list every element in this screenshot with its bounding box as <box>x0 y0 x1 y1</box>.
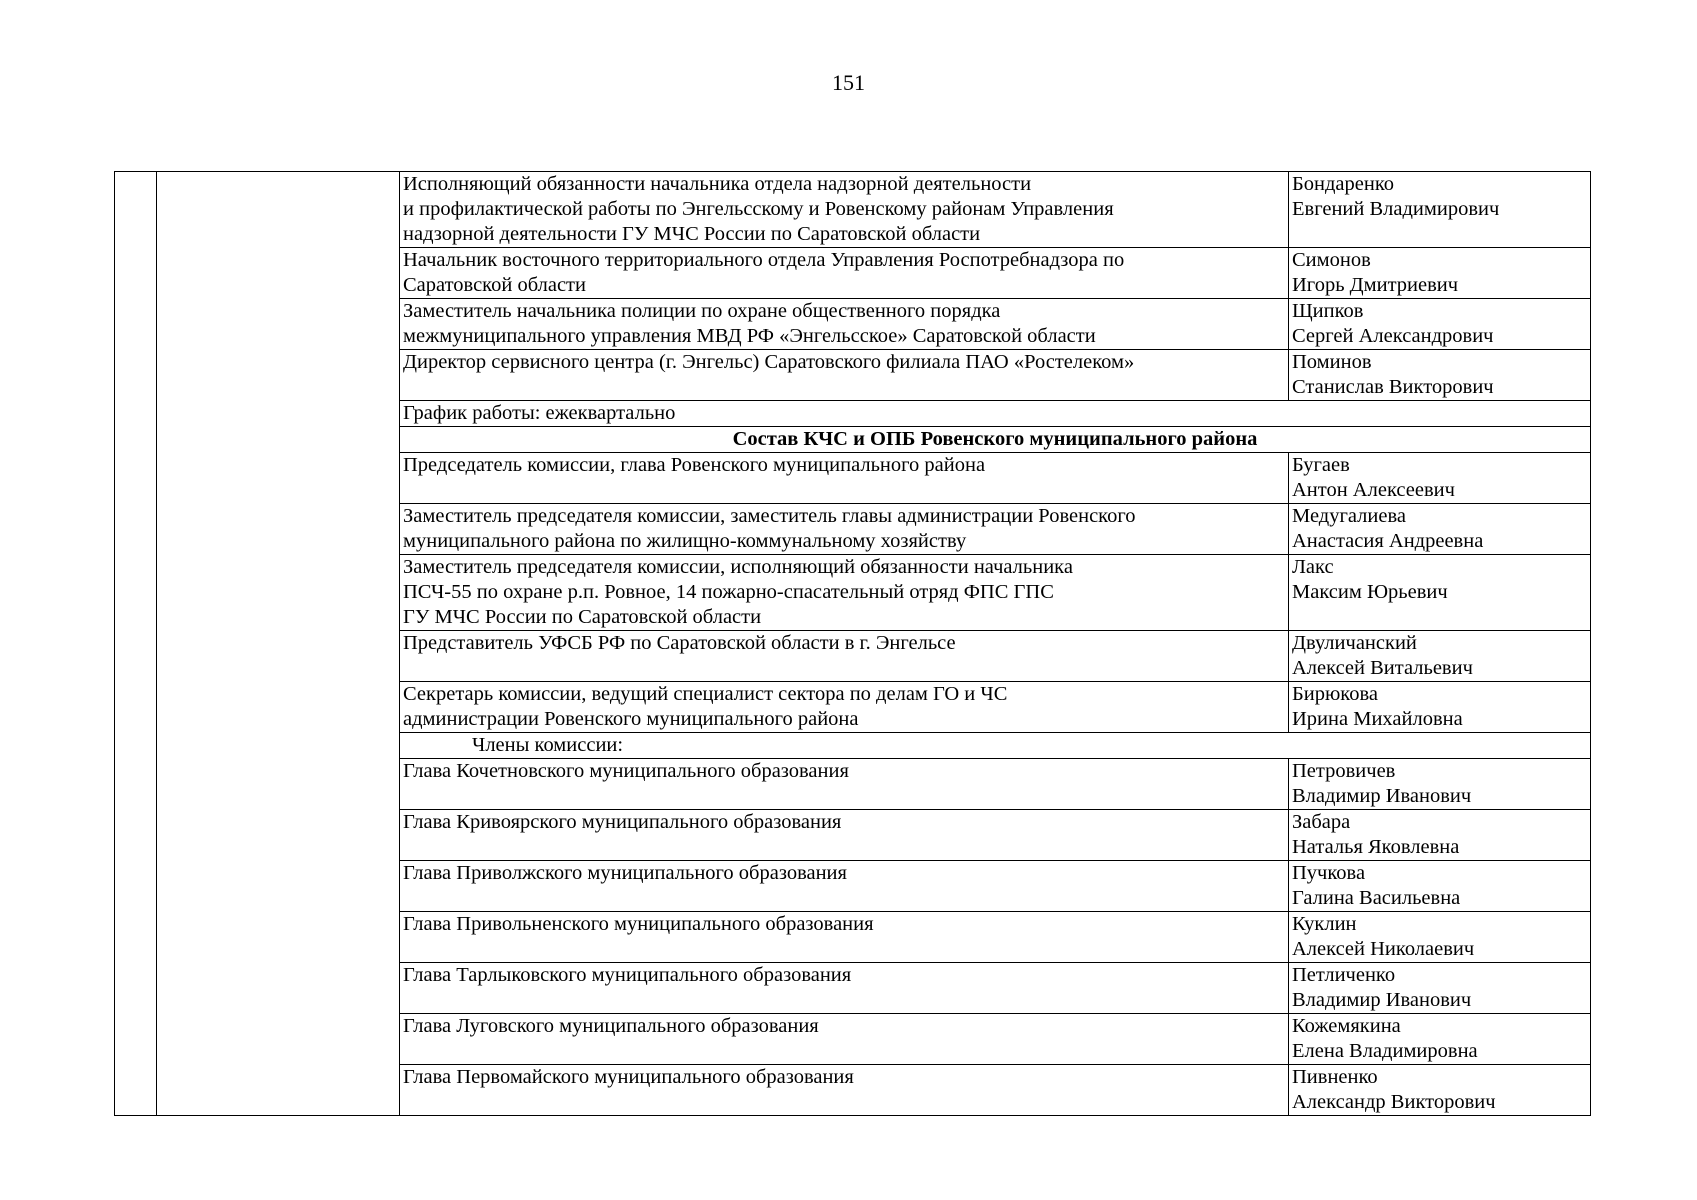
surname: Петровичев <box>1292 760 1396 782</box>
surname: Бирюкова <box>1292 683 1378 705</box>
position-cell <box>400 350 1289 401</box>
position-cell <box>400 1065 1289 1116</box>
surname: Лакс <box>1292 556 1334 578</box>
given-names: Максим Юрьевич <box>1292 581 1448 603</box>
surname: Кожемякина <box>1292 1015 1401 1037</box>
position-line: Представитель УФСБ РФ по Саратовской области в г. Энгельсе <box>403 632 956 654</box>
surname: Щипков <box>1292 300 1364 322</box>
given-names: Алексей Николаевич <box>1292 938 1475 960</box>
position-line: Секретарь комиссии, ведущий специалист сектора по делам ГО и ЧС <box>403 683 1008 705</box>
surname: Бугаев <box>1292 454 1350 476</box>
name-cell <box>1289 912 1591 963</box>
name-cell <box>1289 248 1591 299</box>
position-cell <box>400 682 1289 733</box>
position-line: ПСЧ-55 по охране р.п. Ровное, 14 пожарно-спасательный отряд ФПС ГПС <box>403 581 1054 603</box>
name-cell <box>1289 963 1591 1014</box>
surname: Забара <box>1292 811 1351 833</box>
position-cell <box>400 759 1289 810</box>
position-line: Исполняющий обязанности начальника отдела надзорной деятельности <box>403 173 1032 195</box>
position-line: ГУ МЧС России по Саратовской области <box>403 606 762 628</box>
given-names: Антон Алексеевич <box>1292 479 1455 501</box>
position-line: Глава Приволжского муниципального образования <box>403 862 847 884</box>
category-column-cell <box>157 172 400 1116</box>
surname: Бондаренко <box>1292 173 1395 195</box>
name-cell <box>1289 1065 1591 1116</box>
position-cell <box>400 555 1289 631</box>
position-line: и профилактической работы по Энгельсскому и Ровенскому районам Управления <box>403 198 1114 220</box>
position-line: Глава Луговского муниципального образования <box>403 1015 819 1037</box>
position-line: Заместитель начальника полиции по охране общественного порядка <box>403 300 1001 322</box>
position-line: муниципального района по жилищно-коммунальному хозяйству <box>403 530 967 552</box>
given-names: Станислав Викторович <box>1292 376 1494 398</box>
page-number: 151 <box>832 70 865 95</box>
position-cell <box>400 810 1289 861</box>
position-cell <box>400 172 1289 248</box>
given-names: Алексей Витальевич <box>1292 657 1473 679</box>
position-cell <box>400 963 1289 1014</box>
name-cell <box>1289 861 1591 912</box>
given-names: Игорь Дмитриевич <box>1292 274 1459 296</box>
name-cell <box>1289 682 1591 733</box>
surname: Медугалиева <box>1292 505 1406 527</box>
surname: Симонов <box>1292 249 1371 271</box>
position-cell <box>400 248 1289 299</box>
position-line: Глава Кривоярского муниципального образования <box>403 811 842 833</box>
position-line: Глава Кочетновского муниципального образования <box>403 760 849 782</box>
commission-table <box>114 171 1591 1116</box>
given-names: Александр Викторович <box>1292 1091 1496 1113</box>
surname: Куклин <box>1292 913 1357 935</box>
given-names: Елена Владимировна <box>1292 1040 1478 1062</box>
surname: Петличенко <box>1292 964 1396 986</box>
name-cell <box>1289 453 1591 504</box>
name-cell <box>1289 299 1591 350</box>
given-names: Ирина Михайловна <box>1292 708 1463 730</box>
surname: Пивненко <box>1292 1066 1378 1088</box>
given-names: Галина Васильевна <box>1292 887 1461 909</box>
surname: Двуличанский <box>1292 632 1417 654</box>
name-cell <box>1289 555 1591 631</box>
name-cell <box>1289 1014 1591 1065</box>
surname: Пучкова <box>1292 862 1366 884</box>
position-cell <box>400 504 1289 555</box>
given-names: Анастасия Андреевна <box>1292 530 1484 552</box>
name-cell <box>1289 631 1591 682</box>
given-names: Евгений Владимирович <box>1292 198 1500 220</box>
position-line: Директор сервисного центра (г. Энгельс) Саратовского филиала ПАО «Ростелеком» <box>403 351 1135 373</box>
name-cell <box>1289 810 1591 861</box>
position-cell <box>400 631 1289 682</box>
given-names: Наталья Яковлевна <box>1292 836 1460 858</box>
name-cell <box>1289 504 1591 555</box>
position-line: межмуниципального управления МВД РФ «Энгельсское» Саратовской области <box>403 325 1096 347</box>
position-line: Начальник восточного территориального отдела Управления Роспотребнадзора по <box>403 249 1125 271</box>
given-names: Сергей Александрович <box>1292 325 1494 347</box>
position-line: надзорной деятельности ГУ МЧС России по Саратовской области <box>403 223 981 245</box>
position-cell <box>400 912 1289 963</box>
name-cell <box>1289 350 1591 401</box>
position-cell <box>400 1014 1289 1065</box>
position-cell <box>400 299 1289 350</box>
surname: Поминов <box>1292 351 1372 373</box>
position-line: Глава Тарлыковского муниципального образования <box>403 964 852 986</box>
position-line: Председатель комиссии, глава Ровенского муниципального района <box>403 454 986 476</box>
number-column-cell <box>115 172 157 1116</box>
position-cell <box>400 453 1289 504</box>
schedule-cell: График работы: ежеквартально <box>400 401 1591 427</box>
position-line: Заместитель председателя комиссии, исполняющий обязанности начальника <box>403 556 1073 578</box>
given-names: Владимир Иванович <box>1292 785 1472 807</box>
name-cell <box>1289 759 1591 810</box>
members-label: Члены комиссии: <box>400 733 1591 759</box>
given-names: Владимир Иванович <box>1292 989 1472 1011</box>
position-line: администрации Ровенского муниципального района <box>403 708 859 730</box>
position-line: Глава Привольненского муниципального образования <box>403 913 874 935</box>
name-cell <box>1289 172 1591 248</box>
position-line: Саратовской области <box>403 274 586 296</box>
position-cell <box>400 861 1289 912</box>
position-line: Глава Первомайского муниципального образования <box>403 1066 854 1088</box>
position-line: Заместитель председателя комиссии, заместитель главы администрации Ровенского <box>403 505 1136 527</box>
section-title: Состав КЧС и ОПБ Ровенского муниципального района <box>400 427 1591 453</box>
